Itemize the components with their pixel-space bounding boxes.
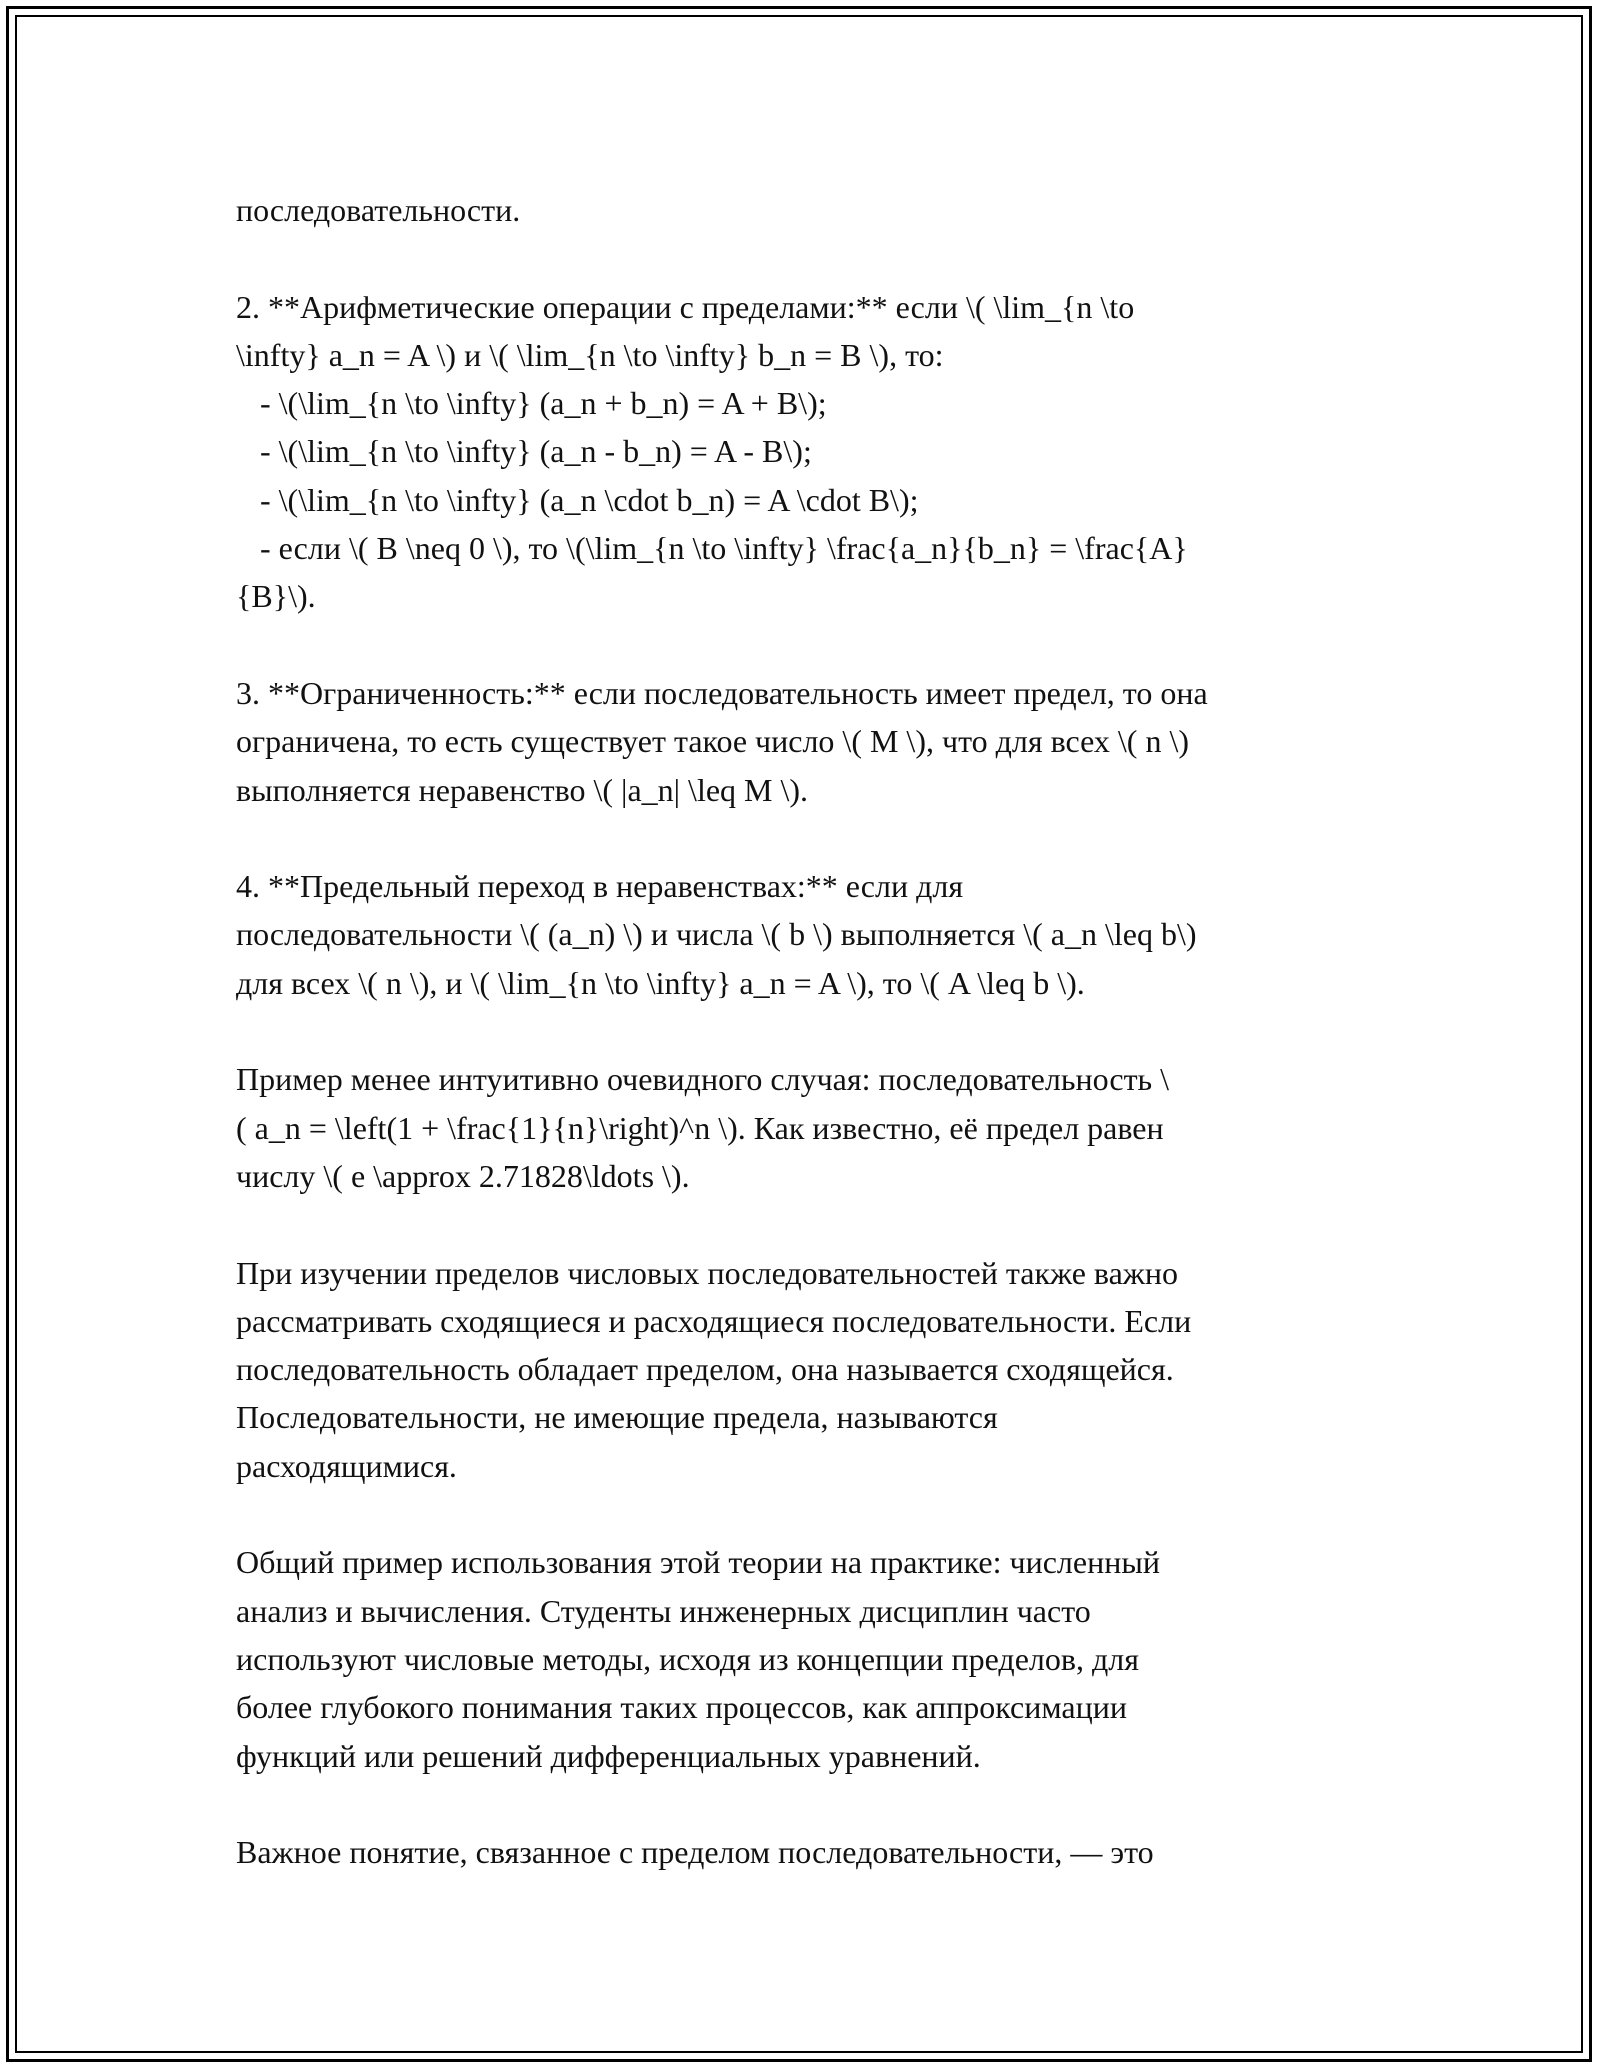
document-body [236, 186, 1376, 1876]
text-line: функций или решений дифференциальных уравнений. [236, 1737, 981, 1774]
text-line: для всех \( n \), и \( \lim_{n \to \infty} a_n = A \), то \( A \leq b \). [236, 964, 1085, 1001]
paragraph-example [236, 1055, 1376, 1200]
text-line: При изучении пределов числовых последовательностей также важно [236, 1254, 1179, 1291]
paragraph-practice [236, 1538, 1376, 1779]
text-line: 2. **Арифметические операции с пределами:** если \( \lim_{n \to [236, 288, 1135, 325]
list-item-limit-in-inequalities [236, 862, 1376, 1007]
text-line: Важное понятие, связанное с пределом последовательности, — это [236, 1834, 1154, 1871]
text-line: более глубокого понимания таких процессов, как аппроксимации [236, 1689, 1127, 1726]
text-line: Последовательности, не имеющие предела, называются [236, 1399, 998, 1436]
paragraph-continuation [236, 186, 1376, 234]
text-line: - \(\lim_{n \to \infty} (a_n + b_n) = A + B\); [236, 385, 827, 422]
text-line: - если \( B \neq 0 \), то \(\lim_{n \to \infty} \frac{a_n}{b_n} = \frac{A} [236, 530, 1188, 567]
text-line: используют числовые методы, исходя из концепции пределов, для [236, 1640, 1139, 1677]
text-line: последовательность обладает пределом, она называется сходящейся. [236, 1351, 1174, 1388]
text-line: последовательности \( (a_n) \) и числа \( b \) выполняется \( a_n \leq b\) [236, 916, 1197, 953]
text-line: выполняется неравенство \( |a_n| \leq M \). [236, 771, 809, 808]
paragraph-convergence [236, 1249, 1376, 1490]
text-line: \infty} a_n = A \) и \( \lim_{n \to \infty} b_n = B \), то: [236, 336, 944, 373]
text-line: {B}\). [236, 578, 316, 615]
list-item-boundedness [236, 669, 1376, 814]
text-line: числу \( e \approx 2.71828\ldots \). [236, 1157, 690, 1194]
text-line: 4. **Предельный переход в неравенствах:** если для [236, 868, 964, 905]
text-line: анализ и вычисления. Студенты инженерных дисциплин часто [236, 1592, 1091, 1629]
text-line: ( a_n = \left(1 + \frac{1}{n}\right)^n \). Как известно, её предел равен [236, 1109, 1164, 1146]
list-item-arithmetic-operations [236, 283, 1376, 621]
paragraph-important-concept [236, 1828, 1376, 1876]
text-line: Общий пример использования этой теории на практике: численный [236, 1544, 1160, 1581]
text-line: - \(\lim_{n \to \infty} (a_n \cdot b_n) = A \cdot B\); [236, 481, 919, 518]
text-line: 3. **Ограниченность:** если последовательность имеет предел, то она [236, 674, 1208, 711]
text-line: Пример менее интуитивно очевидного случая: последовательность \ [236, 1061, 1170, 1098]
text-line: рассматривать сходящиеся и расходящиеся последовательности. Если [236, 1302, 1192, 1339]
text-line: - \(\lim_{n \to \infty} (a_n - b_n) = A - B\); [236, 433, 812, 470]
text-line: расходящимися. [236, 1447, 457, 1484]
text-line: последовательности. [236, 192, 521, 228]
text-line: ограничена, то есть существует такое число \( M \), что для всех \( n \) [236, 723, 1189, 760]
